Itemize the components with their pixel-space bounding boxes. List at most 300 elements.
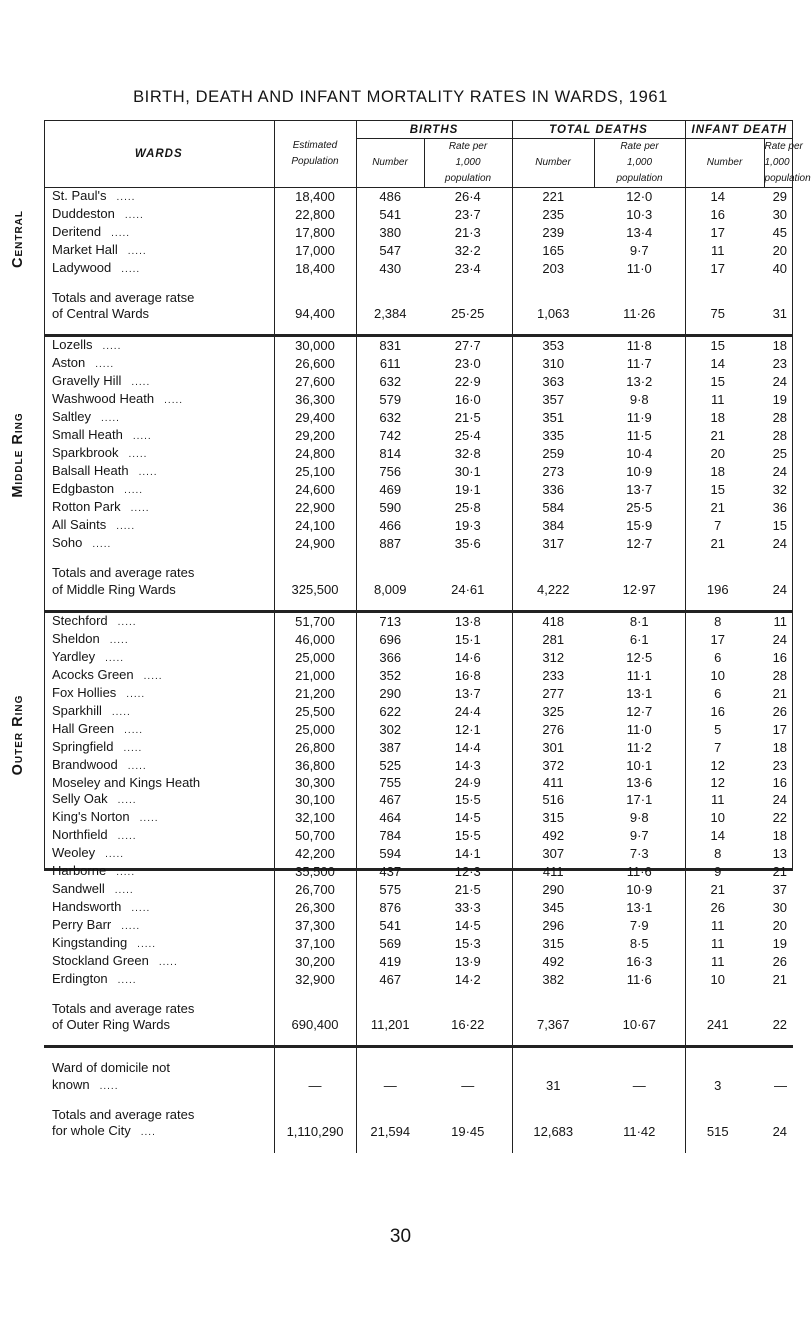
- total-row: [44, 1017, 793, 1033]
- value-dn: 235: [542, 207, 565, 222]
- ward-name: Washwood Heath: [52, 391, 155, 407]
- value-ir: 20: [772, 917, 788, 933]
- table-row: [44, 739, 793, 757]
- header-rate-per-text: Rate per: [448, 141, 488, 152]
- table-row: [44, 899, 793, 917]
- empty-cell: [594, 1001, 685, 1017]
- leader-dots: .....: [158, 956, 178, 968]
- value-ir: 45: [772, 225, 788, 240]
- value-br: 14·4: [424, 739, 512, 757]
- ward-name-cell: [44, 481, 274, 499]
- empty-cell: [764, 278, 793, 290]
- empty-cell: [356, 322, 424, 336]
- empty-cell: [512, 1047, 594, 1061]
- header-row-top: [44, 120, 793, 139]
- empty-cell: [424, 1141, 512, 1153]
- value-in: 18: [710, 464, 725, 480]
- value-pop: 25,100: [274, 463, 356, 481]
- value-ir: 22: [772, 1017, 788, 1033]
- ward-name-cell: [44, 631, 274, 649]
- ward-name: Fox Hollies: [52, 684, 117, 700]
- value-dn: 516: [542, 791, 565, 807]
- leader-dots: .....: [116, 521, 136, 533]
- value-in: 10: [710, 667, 725, 683]
- value-bn: 756: [379, 464, 402, 480]
- value-pop: 32,900: [274, 971, 356, 989]
- ward-name: Sandwell: [52, 880, 105, 896]
- ward-name-cell: [44, 373, 274, 391]
- value-bn: 742: [379, 428, 402, 444]
- empty-cell: [424, 1107, 512, 1123]
- city-total-row: [44, 1123, 793, 1141]
- empty-cell: [594, 322, 685, 336]
- value-in: 7: [714, 518, 722, 534]
- value-bn: 831: [356, 336, 424, 356]
- leader-dots: .....: [138, 467, 158, 479]
- value-ir: 28: [772, 410, 788, 426]
- value-in: 11: [711, 953, 725, 969]
- value-dr: 7·3: [594, 845, 685, 863]
- spacer-row: [44, 1095, 793, 1107]
- value-br: 22·9: [424, 373, 512, 391]
- value-br: 14·5: [424, 809, 512, 827]
- ward-name: Aston: [52, 355, 86, 371]
- value-dr: 10·67: [594, 1017, 685, 1033]
- empty-cell: [685, 1047, 764, 1061]
- value-dr: 13·1: [594, 685, 685, 703]
- value-ir: 24: [772, 791, 788, 807]
- value-bn: 366: [379, 649, 402, 665]
- leader-dots: .....: [124, 485, 144, 497]
- value-in: 5: [714, 721, 722, 737]
- value-ir: 21: [772, 685, 788, 701]
- value-ir: 28: [772, 428, 788, 444]
- value-dr: 13·6: [594, 775, 685, 791]
- value-pop: 30,100: [274, 791, 356, 809]
- header-total-deaths-text: TOTAL DEATHS: [549, 123, 648, 136]
- value-pop: 30,300: [274, 775, 356, 791]
- value-ir: 26: [772, 953, 788, 969]
- value-dn: 281: [542, 631, 565, 647]
- leader-dots: .....: [116, 192, 136, 203]
- empty-cell: [44, 598, 274, 612]
- ward-name: Moseley and Kings Heath: [52, 774, 201, 790]
- value-bn: 547: [379, 243, 402, 258]
- empty-cell: [356, 1001, 424, 1017]
- ward-name-cell: [44, 845, 274, 863]
- leader-dots: .....: [124, 210, 144, 221]
- value-dr: 12·5: [594, 649, 685, 667]
- leader-dots: .....: [127, 760, 147, 772]
- value-dr: 9·8: [594, 809, 685, 827]
- empty-cell: [764, 1001, 793, 1017]
- ward-name: of Middle Ring Wards: [52, 581, 176, 597]
- spacer-row: [44, 1141, 793, 1153]
- value-pop: —: [274, 1077, 356, 1095]
- value-dr: 11·5: [594, 427, 685, 445]
- value-dr: 11·42: [594, 1123, 685, 1141]
- header-rate-1000-text: 1,000: [764, 157, 790, 168]
- leader-dots: .....: [139, 812, 159, 824]
- value-in: 21: [710, 881, 725, 897]
- ward-name: Sparkbrook: [52, 445, 119, 461]
- value-ir: —: [774, 1077, 788, 1093]
- empty-cell: [594, 1141, 685, 1153]
- empty-cell: [685, 553, 764, 565]
- ward-name-cell: [44, 863, 274, 881]
- value-br: 27·7: [424, 336, 512, 356]
- value-br: 33·3: [424, 899, 512, 917]
- value-in: 11: [711, 935, 725, 951]
- header-rate-population-text: population: [764, 173, 811, 184]
- leader-dots: .....: [102, 341, 122, 353]
- value-dr: 17·1: [594, 791, 685, 809]
- leader-dots: .....: [130, 503, 150, 515]
- value-dn: 239: [542, 225, 565, 240]
- value-dn: 353: [512, 336, 594, 356]
- empty-cell: [512, 278, 594, 290]
- value-ir: 40: [772, 261, 788, 276]
- value-ir: 11: [764, 611, 793, 631]
- value-br: 14·5: [424, 917, 512, 935]
- table-row: [44, 373, 793, 391]
- value-dr: —: [594, 1077, 685, 1095]
- ward-name: Stechford: [52, 612, 108, 628]
- header-births-number: [356, 139, 424, 188]
- value-dn: 382: [542, 971, 565, 987]
- total-row: [44, 306, 793, 322]
- ward-name: Balsall Heath: [52, 463, 129, 479]
- leader-dots: .....: [132, 431, 152, 443]
- value-br: 13·7: [424, 685, 512, 703]
- ward-name-cell: [44, 582, 274, 598]
- table-row: [44, 827, 793, 845]
- value-ir: 18: [764, 336, 793, 356]
- side-label-central: Central: [10, 209, 26, 269]
- empty-cell: [424, 1047, 512, 1061]
- value-pop: 24,600: [274, 481, 356, 499]
- value-dn: 31: [546, 1077, 561, 1093]
- ward-name: Perry Barr: [52, 916, 112, 932]
- ward-name-cell: [44, 445, 274, 463]
- leader-dots: .....: [109, 634, 129, 646]
- empty-cell: [512, 1060, 594, 1076]
- value-dr: 12·7: [594, 703, 685, 721]
- ward-name: Totals and average rates: [52, 565, 195, 581]
- value-br: 15·5: [424, 791, 512, 809]
- header-rate-per-text: Rate per: [764, 141, 803, 152]
- ward-name-cell: [44, 739, 274, 757]
- value-bn: 380: [379, 225, 402, 240]
- leader-dots: .....: [114, 884, 134, 896]
- value-dn: 277: [542, 685, 565, 701]
- value-dr: 13·4: [594, 224, 685, 242]
- value-br: 14·2: [424, 971, 512, 989]
- table-row: [44, 971, 793, 989]
- empty-cell: [594, 1107, 685, 1123]
- value-br: 23·7: [424, 206, 512, 224]
- leader-dots: .....: [127, 246, 147, 257]
- spacer-row: [44, 1033, 793, 1047]
- value-ir: 24: [772, 581, 788, 597]
- leader-dots: .....: [99, 1080, 119, 1092]
- ward-name-cell: [44, 242, 274, 260]
- ward-name-cell: [44, 260, 274, 278]
- value-br: 16·8: [424, 667, 512, 685]
- empty-cell: [274, 1107, 356, 1123]
- value-in: 16: [710, 207, 725, 222]
- value-bn: 21,594: [370, 1123, 411, 1139]
- header-deaths-number: [512, 139, 594, 188]
- value-ir: 32: [772, 482, 788, 498]
- value-pop: 37,100: [274, 935, 356, 953]
- empty-cell: [274, 598, 356, 612]
- value-pop: 29,200: [274, 427, 356, 445]
- value-dn: 351: [542, 410, 565, 426]
- value-bn: 541: [379, 207, 402, 222]
- header-infant-death: [685, 120, 793, 139]
- empty-cell: [274, 1047, 356, 1061]
- value-in: 6: [714, 649, 722, 665]
- side-label-middle: Middle Ring: [10, 412, 26, 498]
- ward-name-cell: [44, 499, 274, 517]
- city-label-row: [44, 1107, 793, 1123]
- empty-cell: [764, 1033, 793, 1047]
- empty-cell: [44, 278, 274, 290]
- leader-dots: ....: [140, 1126, 156, 1138]
- header-total-deaths: [512, 120, 685, 139]
- value-dn: 4,222: [536, 581, 570, 597]
- table-row: [44, 535, 793, 553]
- value-dn: 357: [542, 392, 565, 408]
- ward-name: Weoley: [52, 844, 96, 860]
- leader-dots: .....: [131, 377, 151, 389]
- table-row: [44, 517, 793, 535]
- spacer-row: [44, 989, 793, 1001]
- table-row: [44, 881, 793, 899]
- empty-cell: [594, 565, 685, 581]
- empty-cell: [764, 1060, 793, 1076]
- value-bn: 387: [379, 739, 402, 755]
- empty-cell: [274, 1141, 356, 1153]
- ward-name: Saltley: [52, 409, 92, 425]
- value-dr: 11·9: [594, 409, 685, 427]
- ward-name: Yardley: [52, 648, 96, 664]
- empty-cell: [685, 1107, 764, 1123]
- value-dr: 9·7: [594, 827, 685, 845]
- value-in: 12: [710, 757, 725, 773]
- value-in: 515: [706, 1123, 729, 1139]
- value-pop: 36,300: [274, 391, 356, 409]
- value-dn: 584: [542, 500, 565, 516]
- value-dn: 276: [542, 721, 565, 737]
- value-dr: 12·7: [594, 535, 685, 553]
- ward-name: of Central Wards: [52, 306, 150, 322]
- side-label-outer: Outer Ring: [10, 694, 26, 776]
- spacer-row: [44, 322, 793, 336]
- value-dr: 8·5: [594, 935, 685, 953]
- value-in: 21: [710, 536, 725, 552]
- value-dr: 25·5: [594, 499, 685, 517]
- table-row: [44, 845, 793, 863]
- value-br: —: [424, 1077, 512, 1095]
- value-ir: 28: [772, 667, 788, 683]
- total-label-row: [44, 290, 793, 306]
- ward-name: Stockland Green: [52, 952, 149, 968]
- value-in: 15: [710, 482, 725, 498]
- table-row: [44, 391, 793, 409]
- ward-name-cell: [44, 427, 274, 445]
- value-br: 15·1: [424, 631, 512, 649]
- table-row: [44, 463, 793, 481]
- empty-cell: [594, 598, 685, 612]
- leader-dots: .....: [105, 652, 125, 664]
- total-label-row: [44, 1001, 793, 1017]
- value-pop: 27,600: [274, 373, 356, 391]
- ward-name-cell: [44, 1077, 274, 1095]
- header-infant-rate: [764, 139, 811, 188]
- value-pop: 32,100: [274, 809, 356, 827]
- value-ir: 37: [772, 881, 788, 897]
- value-bn: 696: [379, 631, 402, 647]
- value-br: 35·6: [424, 535, 512, 553]
- value-bn: 467: [379, 791, 402, 807]
- value-pop: 46,000: [274, 631, 356, 649]
- value-dn: 203: [542, 261, 565, 276]
- empty-cell: [685, 1001, 764, 1017]
- ward-name: All Saints: [52, 517, 107, 533]
- empty-cell: [512, 598, 594, 612]
- value-br: 21·5: [424, 881, 512, 899]
- empty-cell: [356, 1033, 424, 1047]
- value-pop: 26,300: [274, 899, 356, 917]
- table-row: [44, 757, 793, 775]
- rates-table: [44, 120, 811, 1153]
- empty-cell: [685, 322, 764, 336]
- ward-name: Sheldon: [52, 630, 100, 646]
- value-ir: 20: [772, 243, 788, 258]
- value-in: 11: [711, 243, 725, 258]
- value-bn: 352: [379, 667, 402, 683]
- value-in: 11: [711, 392, 725, 408]
- value-dn: 363: [542, 374, 565, 390]
- spacer-row: [44, 1047, 793, 1061]
- empty-cell: [356, 553, 424, 565]
- value-dr: 11·2: [594, 739, 685, 757]
- leader-dots: .....: [121, 264, 141, 275]
- leader-dots: .....: [116, 866, 136, 878]
- value-ir: 16: [772, 774, 788, 790]
- value-pop: 24,100: [274, 517, 356, 535]
- ward-name: St. Paul's: [52, 188, 107, 203]
- value-dn: 273: [542, 464, 565, 480]
- value-ir: 24: [772, 536, 788, 552]
- ward-name: Handsworth: [52, 898, 122, 914]
- value-ir: 23: [772, 356, 788, 372]
- value-dr: 11·26: [594, 306, 685, 322]
- value-br: 14·6: [424, 649, 512, 667]
- value-ir: 25: [772, 446, 788, 462]
- value-in: 26: [710, 899, 725, 915]
- value-in: 10: [710, 809, 725, 825]
- page-number: 30: [389, 1226, 412, 1247]
- value-pop: 51,700: [274, 611, 356, 631]
- empty-cell: [356, 290, 424, 306]
- empty-cell: [274, 290, 356, 306]
- ward-name-cell: [44, 827, 274, 845]
- value-ir: 17: [772, 721, 788, 737]
- value-dr: 11·0: [594, 721, 685, 739]
- value-in: 18: [710, 410, 725, 426]
- empty-cell: [594, 553, 685, 565]
- value-ir: 24: [772, 374, 788, 390]
- value-dn: 384: [542, 518, 565, 534]
- value-bn: 541: [379, 917, 402, 933]
- table-row: [44, 649, 793, 667]
- value-br: 13·9: [424, 953, 512, 971]
- value-dr: 10·9: [594, 881, 685, 899]
- empty-cell: [764, 322, 793, 336]
- empty-cell: [512, 322, 594, 336]
- empty-cell: [274, 1060, 356, 1076]
- ward-name-cell: [44, 565, 274, 581]
- value-br: 14·1: [424, 845, 512, 863]
- leader-dots: .....: [143, 670, 163, 682]
- value-dn: 221: [512, 188, 594, 207]
- ward-name: known: [52, 1076, 90, 1092]
- value-ir: 18: [772, 739, 788, 755]
- ward-name: Totals and average rates: [52, 1106, 195, 1122]
- empty-cell: [685, 290, 764, 306]
- ward-name: Rotton Park: [52, 499, 121, 515]
- value-br: 32·8: [424, 445, 512, 463]
- value-bn: 579: [379, 392, 402, 408]
- empty-cell: [356, 278, 424, 290]
- unknown-row: [44, 1077, 793, 1095]
- value-dr: 11·8: [594, 336, 685, 356]
- empty-cell: [594, 278, 685, 290]
- table-row: [44, 427, 793, 445]
- ward-name: Lozells: [52, 337, 93, 353]
- table-row: [44, 953, 793, 971]
- ward-name: Totals and average rates: [52, 1001, 195, 1017]
- value-br: 23·4: [424, 260, 512, 278]
- value-br: 23·0: [424, 355, 512, 373]
- empty-cell: [424, 1095, 512, 1107]
- value-pop: 29,400: [274, 409, 356, 427]
- ward-name: Duddeston: [52, 206, 115, 221]
- value-pop: 35,500: [274, 863, 356, 881]
- leader-dots: .....: [164, 395, 184, 407]
- value-pop: 30,000: [274, 336, 356, 356]
- empty-cell: [356, 598, 424, 612]
- value-bn: 611: [379, 356, 401, 372]
- leader-dots: .....: [101, 413, 120, 425]
- value-pop: 37,300: [274, 917, 356, 935]
- value-bn: 437: [379, 863, 402, 879]
- total-row: [44, 582, 793, 598]
- empty-cell: [594, 290, 685, 306]
- value-in: 14: [685, 188, 764, 207]
- empty-cell: [44, 989, 274, 1001]
- table-row: [44, 667, 793, 685]
- total-label-row: [44, 565, 793, 581]
- empty-cell: [44, 1047, 274, 1061]
- empty-cell: [424, 598, 512, 612]
- empty-cell: [512, 553, 594, 565]
- value-dr: 10·9: [594, 463, 685, 481]
- value-pop: 24,900: [274, 535, 356, 553]
